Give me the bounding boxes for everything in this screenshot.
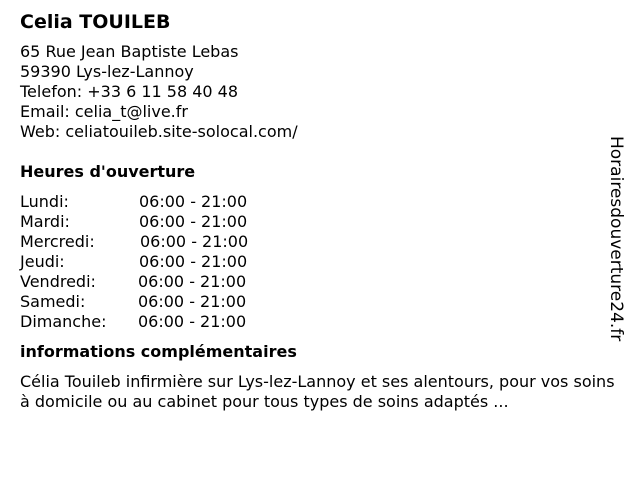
day-label: Mercredi: (20, 232, 95, 251)
web-line: Web: celiatouileb.site-solocal.com/ (20, 122, 298, 141)
hours-row-dimanche (20, 312, 620, 332)
business-name: Celia TOUILEB (20, 11, 171, 33)
hours-row-mercredi (20, 232, 620, 252)
time-range: 06:00 - 21:00 (139, 252, 248, 271)
business-description: Célia Touileb infirmière sur Lys-lez-Lannoy et ses alentours, pour vos soins à domicile ou au cabinet pour tous types de soins adaptés ... (20, 372, 615, 411)
day-label: Vendredi: (20, 272, 96, 291)
time-range: 06:00 - 21:00 (138, 272, 247, 291)
hours-row-jeudi (20, 252, 620, 272)
email-line: Email: celia_t@live.fr (20, 102, 188, 121)
address-line-2: 59390 Lys-lez-Lannoy (20, 62, 194, 81)
address-line-1: 65 Rue Jean Baptiste Lebas (20, 42, 239, 61)
day-label: Mardi: (20, 212, 70, 231)
time-range: 06:00 - 21:00 (139, 212, 248, 231)
business-card (20, 10, 620, 412)
hours-row-vendredi (20, 272, 620, 292)
phone-line: Telefon: +33 6 11 58 40 48 (20, 82, 239, 101)
additional-info-heading: informations complémentaires (20, 342, 297, 361)
time-range: 06:00 - 21:00 (139, 192, 248, 211)
hours-row-lundi (20, 192, 620, 212)
day-label: Jeudi: (20, 252, 65, 271)
day-label: Samedi: (20, 292, 86, 311)
day-label: Dimanche: (20, 312, 107, 331)
time-range: 06:00 - 21:00 (140, 232, 249, 251)
site-watermark: Horairesdouverture24.fr (606, 136, 626, 342)
day-label: Lundi: (20, 192, 69, 211)
opening-hours-table (20, 192, 620, 332)
time-range: 06:00 - 21:00 (138, 312, 247, 331)
hours-row-mardi (20, 212, 620, 232)
opening-hours-heading: Heures d'ouverture (20, 162, 196, 181)
hours-row-samedi (20, 292, 620, 312)
time-range: 06:00 - 21:00 (138, 292, 247, 311)
